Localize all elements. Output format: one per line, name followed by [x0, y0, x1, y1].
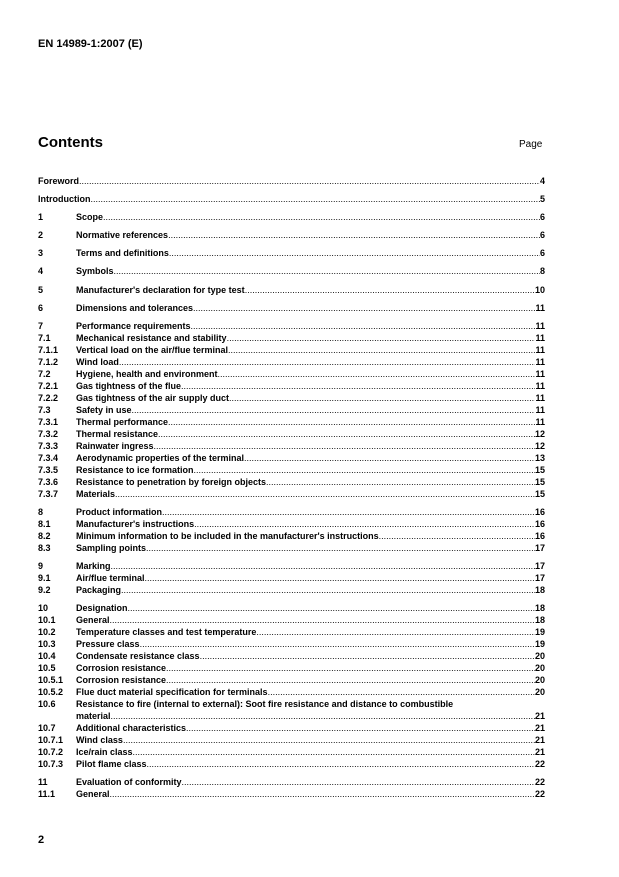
toc-entry-title: Gas tightness of the air supply duct	[76, 392, 230, 403]
toc-dot-leader	[128, 602, 535, 614]
toc-entry-title: Gas tightness of the flue	[76, 380, 182, 391]
toc-entry-title: Thermal resistance	[76, 428, 159, 439]
toc-entry-page: 11	[535, 320, 545, 331]
toc-entry[interactable]	[38, 560, 545, 572]
toc-entry[interactable]	[38, 440, 545, 452]
toc-entry[interactable]	[38, 776, 545, 788]
toc-entry-page: 15	[534, 464, 545, 475]
toc-entry[interactable]	[38, 686, 545, 698]
toc-entry-title: Resistance to penetration by foreign objects	[76, 476, 267, 487]
toc-entry-number: 5	[38, 284, 44, 295]
toc-entry-page: 21	[534, 734, 545, 745]
toc-entry[interactable]	[38, 476, 545, 488]
toc-entry-number: 10.5.2	[38, 686, 64, 697]
toc-entry-number: 7.3	[38, 404, 51, 415]
toc-entry-page: 11	[535, 344, 545, 355]
toc-entry-number: 7.3.4	[38, 452, 59, 463]
toc-entry-number: 6	[38, 302, 44, 313]
toc-dot-leader	[110, 614, 535, 626]
toc-entry-page: 6	[539, 230, 545, 241]
toc-dot-leader	[166, 662, 535, 674]
toc-entry[interactable]	[38, 368, 545, 380]
toc-entry[interactable]	[38, 229, 545, 247]
toc-entry-number: 9.2	[38, 584, 51, 595]
toc-entry-title: Wind load	[76, 356, 119, 367]
toc-entry-page: 12	[534, 428, 545, 439]
toc-entry-number: 7.3.2	[38, 428, 59, 439]
toc-entry[interactable]	[38, 428, 545, 440]
toc-entry[interactable]	[38, 320, 545, 332]
toc-entry-page: 17	[534, 572, 545, 583]
toc-entry-title: Condensate resistance class	[76, 650, 200, 661]
toc-dot-leader	[182, 776, 535, 788]
toc-entry-page: 18	[534, 602, 545, 613]
toc-entry-page: 19	[534, 626, 545, 637]
toc-entry[interactable]	[38, 710, 545, 722]
toc-entry-title: Flue duct material specification for terminals	[76, 686, 268, 697]
toc-entry[interactable]	[38, 614, 545, 626]
toc-entry-title: Safety in use	[76, 404, 132, 415]
toc-entry[interactable]	[38, 788, 545, 800]
toc-entry-title: Air/flue terminal	[76, 572, 145, 583]
toc-entry-title: Designation	[76, 602, 128, 613]
toc-dot-leader	[114, 265, 540, 277]
toc-entry-number: 10.7.3	[38, 758, 64, 769]
toc-dot-leader	[115, 488, 535, 500]
toc-entry-title: Thermal performance	[76, 416, 169, 427]
toc-dot-leader	[111, 710, 535, 722]
toc-entry-number: 11	[38, 776, 48, 787]
toc-entry-title: Evaluation of conformity	[76, 776, 182, 787]
toc-entry-page: 13	[534, 452, 545, 463]
toc-entry[interactable]	[38, 518, 545, 530]
toc-entry[interactable]	[38, 542, 545, 554]
toc-entry-number: 7.1.1	[38, 344, 59, 355]
toc-entry-title: Marking	[76, 560, 111, 571]
toc-entry-page: 17	[534, 542, 545, 553]
toc-entry-title: Manufacturer's declaration for type test	[76, 284, 245, 295]
toc-entry[interactable]	[38, 746, 545, 758]
toc-entry-page: 21	[534, 722, 545, 733]
toc-entry-number: 7.1	[38, 332, 51, 343]
toc-dot-leader	[256, 626, 535, 638]
toc-entry[interactable]	[38, 626, 545, 638]
toc-dot-leader	[169, 247, 540, 259]
toc-entry-number: 7.2	[38, 368, 51, 379]
toc-entry-title: Mechanical resistance and stability	[76, 332, 227, 343]
toc-entry-number: 7.1.2	[38, 356, 59, 367]
toc-dot-leader	[168, 229, 540, 241]
toc-entry[interactable]	[38, 392, 545, 404]
toc-entry-title: Corrosion resistance	[76, 662, 167, 673]
toc-entry[interactable]	[38, 506, 545, 518]
toc-entry[interactable]	[38, 404, 545, 416]
toc-dot-leader	[79, 175, 540, 187]
toc-dot-leader	[147, 758, 535, 770]
toc-entry-title: Symbols	[76, 266, 114, 277]
toc-entry-page: 18	[534, 584, 545, 595]
toc-dot-leader	[379, 530, 535, 542]
toc-dot-leader	[103, 211, 540, 223]
toc-entry[interactable]	[38, 698, 545, 710]
toc-dot-leader	[140, 638, 535, 650]
toc-entry[interactable]	[38, 344, 545, 356]
toc-entry-title: General	[76, 614, 110, 625]
toc-dot-leader	[133, 746, 535, 758]
toc-entry-title: General	[76, 788, 110, 799]
toc-entry-page: 8	[539, 266, 545, 277]
toc-entry-page: 20	[534, 662, 545, 673]
toc-entry-page: 11	[535, 380, 545, 391]
toc-dot-leader	[132, 404, 536, 416]
toc-dot-leader	[110, 788, 535, 800]
toc-dot-leader	[168, 416, 535, 428]
toc-entry[interactable]	[38, 247, 545, 265]
toc-entry-title: Pilot flame class	[76, 758, 147, 769]
toc-dot-leader	[145, 572, 535, 584]
toc-dot-leader	[193, 302, 535, 314]
toc-dot-leader	[91, 193, 540, 205]
table-of-contents	[38, 175, 545, 800]
toc-dot-leader	[111, 560, 535, 572]
toc-entry-title: Minimum information to be included in the manufacturer's instructions	[76, 530, 379, 541]
toc-entry-title: Packaging	[76, 584, 122, 595]
toc-entry-page: 20	[534, 686, 545, 697]
toc-entry[interactable]	[38, 584, 545, 596]
toc-entry-page: 11	[535, 368, 545, 379]
toc-dot-leader	[244, 452, 535, 464]
toc-entry-page: 11	[535, 404, 545, 415]
toc-entry-number: 11.1	[38, 788, 56, 799]
toc-dot-leader	[154, 440, 535, 452]
toc-entry-number: 10.6	[38, 698, 56, 709]
toc-dot-leader	[186, 722, 535, 734]
toc-entry-page: 11	[535, 302, 545, 313]
toc-entry-page: 22	[534, 776, 545, 787]
toc-entry-title: Resistance to ice formation	[76, 464, 194, 475]
toc-entry-title: Foreword	[38, 176, 80, 186]
toc-entry-page: 11	[535, 416, 545, 427]
toc-entry-title: Ice/rain class	[76, 746, 133, 757]
toc-entry-number: 7.3.3	[38, 440, 59, 451]
toc-entry[interactable]	[38, 302, 545, 320]
toc-dot-leader	[119, 356, 536, 368]
toc-entry-number: 10.2	[38, 626, 56, 637]
toc-dot-leader	[218, 368, 536, 380]
toc-entry[interactable]	[38, 193, 545, 211]
toc-entry-title: Corrosion resistance	[76, 674, 167, 685]
toc-entry-title: Performance requirements	[76, 320, 191, 331]
toc-entry-title: Resistance to fire (internal to external): Soot fire resistance and distance to combustible	[76, 698, 454, 709]
toc-entry-title: Materials	[76, 488, 116, 499]
toc-dot-leader	[194, 518, 535, 530]
toc-entry-title: Wind class	[76, 734, 123, 745]
contents-heading: Contents	[38, 134, 103, 151]
toc-entry-number: 10.7.1	[38, 734, 64, 745]
toc-dot-leader	[166, 674, 535, 686]
toc-entry-page: 16	[534, 506, 545, 517]
toc-entry-title: Vertical load on the air/flue terminal	[76, 344, 229, 355]
toc-entry-page: 11	[535, 332, 545, 343]
toc-entry-number: 10.1	[38, 614, 56, 625]
toc-entry-number: 1	[38, 212, 44, 223]
toc-entry-title: Scope	[76, 212, 104, 223]
toc-entry-title: Manufacturer's instructions	[76, 518, 195, 529]
toc-dot-leader	[266, 476, 535, 488]
toc-entry-page: 16	[534, 518, 545, 529]
toc-entry-title: material	[76, 710, 111, 721]
toc-entry-page: 20	[534, 674, 545, 685]
toc-entry-title: Aerodynamic properties of the terminal	[76, 452, 245, 463]
toc-entry-number: 2	[38, 230, 44, 241]
toc-entry-page: 16	[534, 530, 545, 541]
toc-entry[interactable]	[38, 452, 545, 464]
toc-entry-page: 18	[534, 614, 545, 625]
toc-entry-number: 7.2.1	[38, 380, 59, 391]
toc-dot-leader	[162, 506, 535, 518]
toc-dot-leader	[268, 686, 535, 698]
toc-dot-leader	[229, 392, 535, 404]
document-header: EN 14989-1:2007 (E)	[38, 38, 143, 50]
toc-entry-number: 10.3	[38, 638, 56, 649]
toc-dot-leader	[158, 428, 535, 440]
toc-entry-number: 10.5	[38, 662, 56, 673]
toc-entry-title: Rainwater ingress	[76, 440, 154, 451]
toc-entry-number: 8.1	[38, 518, 51, 529]
page-number: 2	[38, 834, 45, 846]
toc-entry[interactable]	[38, 530, 545, 542]
toc-entry-page: 5	[539, 194, 545, 205]
toc-entry-number: 7.2.2	[38, 392, 59, 403]
toc-entry-page: 11	[535, 356, 545, 367]
toc-entry-number: 10.4	[38, 650, 56, 661]
toc-entry-number: 8.2	[38, 530, 51, 541]
toc-entry-number: 7.3.1	[38, 416, 59, 427]
toc-dot-leader	[181, 380, 535, 392]
toc-entry-number: 10	[38, 602, 49, 613]
toc-entry-number: 10.7.2	[38, 746, 64, 757]
toc-entry[interactable]	[38, 356, 545, 368]
toc-entry-page: 4	[539, 176, 545, 186]
toc-entry[interactable]	[38, 602, 545, 614]
toc-entry-number: 8.3	[38, 542, 51, 553]
toc-entry[interactable]	[38, 211, 545, 229]
toc-entry-page: 15	[534, 476, 545, 487]
toc-entry-title: Introduction	[38, 194, 91, 205]
toc-entry-title: Pressure class	[76, 638, 140, 649]
toc-dot-leader	[123, 734, 535, 746]
toc-entry[interactable]	[38, 380, 545, 392]
toc-entry-number: 9.1	[38, 572, 51, 583]
toc-entry-page: 17	[534, 560, 545, 571]
toc-entry-page: 22	[534, 758, 545, 769]
toc-entry[interactable]	[38, 416, 545, 428]
toc-entry[interactable]	[38, 488, 545, 500]
toc-dot-leader	[200, 650, 535, 662]
toc-dot-leader	[194, 464, 535, 476]
toc-entry[interactable]	[38, 464, 545, 476]
toc-entry[interactable]	[38, 638, 545, 650]
toc-entry[interactable]	[38, 734, 545, 746]
toc-entry[interactable]	[38, 332, 545, 344]
toc-entry-title: Temperature classes and test temperature	[76, 626, 257, 637]
toc-entry-page: 10	[534, 284, 545, 295]
toc-entry-page: 21	[534, 746, 545, 757]
toc-entry-title: Product information	[76, 506, 162, 517]
toc-entry[interactable]	[38, 662, 545, 674]
toc-dot-leader	[228, 344, 535, 356]
toc-entry-page: 6	[539, 212, 545, 223]
toc-entry-number: 3	[38, 248, 44, 259]
toc-entry[interactable]	[38, 674, 545, 686]
toc-entry-title: Hygiene, health and environment	[76, 368, 218, 379]
toc-entry-title: Additional characteristics	[76, 722, 187, 733]
toc-entry-page: 21	[534, 710, 545, 721]
toc-entry-number: 10.7	[38, 722, 56, 733]
toc-entry-number: 9	[38, 560, 44, 571]
toc-entry-page: 15	[534, 488, 545, 499]
toc-entry-page: 12	[534, 440, 545, 451]
page-column-label: Page	[519, 139, 543, 150]
toc-entry-number: 10.5.1	[38, 674, 64, 685]
toc-entry-number: 7.3.7	[38, 488, 59, 499]
toc-entry-number: 7.3.6	[38, 476, 59, 487]
toc-entry[interactable]	[38, 650, 545, 662]
toc-entry[interactable]	[38, 572, 545, 584]
toc-entry[interactable]	[38, 175, 545, 193]
toc-dot-leader	[191, 320, 536, 332]
toc-entry-number: 4	[38, 266, 44, 277]
toc-entry-page: 11	[535, 392, 545, 403]
toc-entry-title: Dimensions and tolerances	[76, 302, 194, 313]
toc-dot-leader	[227, 332, 536, 344]
toc-entry[interactable]	[38, 722, 545, 734]
toc-entry-number: 7	[38, 320, 44, 331]
toc-entry-number: 7.3.5	[38, 464, 59, 475]
toc-entry[interactable]	[38, 265, 545, 283]
toc-entry-page: 22	[534, 788, 545, 799]
toc-entry-page: 20	[534, 650, 545, 661]
toc-entry[interactable]	[38, 284, 545, 302]
toc-entry-title: Normative references	[76, 230, 169, 241]
toc-entry-title: Terms and definitions	[76, 248, 169, 259]
toc-entry-page: 6	[539, 248, 545, 259]
toc-dot-leader	[146, 542, 535, 554]
toc-dot-leader	[121, 584, 535, 596]
toc-entry-page: 19	[534, 638, 545, 649]
toc-dot-leader	[245, 284, 535, 296]
toc-entry-number: 8	[38, 506, 44, 517]
toc-entry[interactable]	[38, 758, 545, 770]
toc-entry-title: Sampling points	[76, 542, 147, 553]
